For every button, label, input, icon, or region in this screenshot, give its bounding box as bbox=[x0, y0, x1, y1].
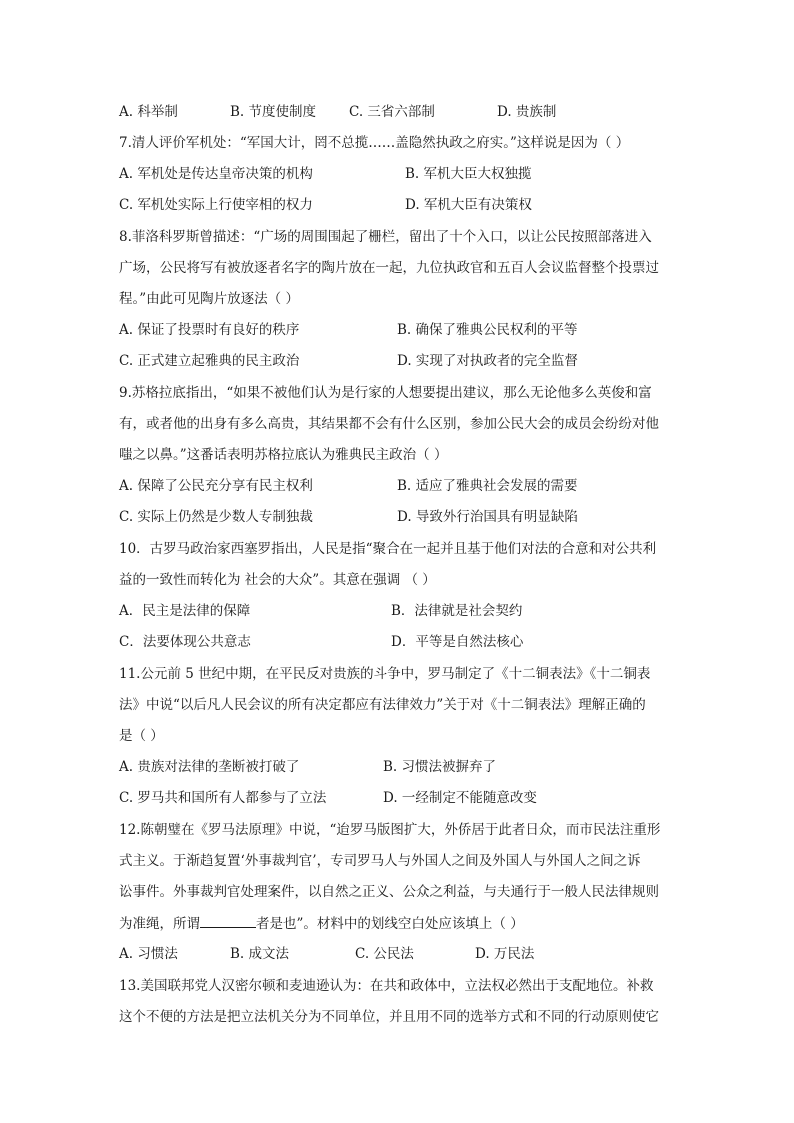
q12-option-c: C. 公民法 bbox=[355, 946, 414, 962]
q10-option-d: D．平等是自然法核心 bbox=[391, 634, 524, 650]
q8-option-b: B. 确保了雅典公民权利的平等 bbox=[397, 322, 578, 338]
q11-option-b: B. 习惯法被摒弃了 bbox=[383, 759, 497, 775]
q8-stem-line1: 8.菲洛科罗斯曾描述：“广场的周围围起了栅栏，留出了十个入口，以让公民按照部落进入 bbox=[119, 229, 652, 245]
q10-option-b: B．法律就是社会契约 bbox=[391, 603, 523, 619]
fill-in-blank bbox=[200, 913, 256, 928]
q12-option-a: A. 习惯法 bbox=[119, 946, 178, 962]
q8-stem-line2: 广场，公民将写有被放逐者名字的陶片放在一起，九位执政官和五百人会议监督整个投票过 bbox=[119, 260, 659, 276]
q12-option-d: D. 万民法 bbox=[475, 946, 535, 962]
q6-options bbox=[119, 102, 679, 122]
q10-stem-line1: 10．古罗马政治家西塞罗指出，人民是指“聚合在一起并且基于他们对法的合意和对公共利 bbox=[119, 541, 657, 557]
q8-options-row2 bbox=[119, 351, 679, 371]
q11-option-a: A. 贵族对法律的垄断被打破了 bbox=[119, 759, 300, 775]
q13-stem-line2: 这个不便的方法是把立法机关分为不同单位，并且用不同的选举方式和不同的行动原则使它 bbox=[119, 1009, 659, 1025]
q12-stem-line1: 12.陈朝璧在《罗马法原理》中说，“迨罗马版图扩大，外侨居于此者日众，而市民法注重形 bbox=[119, 822, 661, 838]
q7-options-row2 bbox=[119, 195, 679, 215]
q6-option-b: B. 节度使制度 bbox=[230, 104, 317, 120]
q7-option-c: C. 军机处实际上行使宰相的权力 bbox=[119, 197, 313, 213]
q6-option-a: A. 科举制 bbox=[119, 104, 178, 120]
q7-option-b: B. 军机大臣大权独揽 bbox=[405, 166, 532, 182]
q8-options-row1 bbox=[119, 320, 679, 340]
q7-options-row1 bbox=[119, 164, 679, 184]
q9-option-d: D. 导致外行治国具有明显缺陷 bbox=[397, 509, 578, 525]
q12-options bbox=[119, 944, 679, 964]
q9-stem-line1: 9.苏格拉底指出，“如果不被他们认为是行家的人想要提出建议，那么无论他多么英俊和富 bbox=[119, 385, 652, 401]
q9-stem-line3: 嗤之以鼻。”这番话表明苏格拉底认为雅典民主政治（ ） bbox=[119, 447, 448, 463]
q7-option-a: A. 军机处是传达皇帝决策的机构 bbox=[119, 166, 313, 182]
q11-stem-line1: 11.公元前 5 世纪中期，在平民反对贵族的斗争中，罗马制定了《十二铜表法》《十二铜表 bbox=[119, 666, 651, 682]
q11-stem-line2: 法》中说“以后凡人民会议的所有决定都应有法律效力”关于对《十二铜表法》理解正确的 bbox=[119, 697, 646, 713]
q8-option-a: A. 保证了投票时有良好的秩序 bbox=[119, 322, 300, 338]
q6-option-d: D. 贵族制 bbox=[497, 104, 557, 120]
q10-options-row1 bbox=[119, 601, 679, 621]
q11-options-row2 bbox=[119, 788, 679, 808]
q13-stem-line1: 13.美国联邦党人汉密尔顿和麦迪逊认为：在共和政体中，立法权必然出于支配地位。补救 bbox=[119, 978, 654, 994]
q11-option-c: C. 罗马共和国所有人都参与了立法 bbox=[119, 790, 327, 806]
q12-text-after-blank: 者是也”。材料中的划线空白处应该填上（ ） bbox=[256, 916, 524, 932]
q8-option-c: C. 正式建立起雅典的民主政治 bbox=[119, 353, 300, 369]
q10-option-c: C．法要体现公共意志 bbox=[119, 634, 251, 650]
q12-stem-line3: 讼事件。外事裁判官处理案件，以自然之正义、公众之利益，与夫通行于一般人民法律规则 bbox=[119, 884, 659, 900]
q11-option-d: D. 一经制定不能随意改变 bbox=[383, 790, 537, 806]
q10-option-a: A．民主是法律的保障 bbox=[119, 603, 251, 619]
q12-option-b: B. 成文法 bbox=[230, 946, 290, 962]
q9-option-b: B. 适应了雅典社会发展的需要 bbox=[397, 478, 578, 494]
q11-options-row1 bbox=[119, 757, 679, 777]
q9-stem-line2: 有，或者他的出身有多么高贵，其结果都不会有什么区别，参加公民大会的成员会纷纷对他 bbox=[119, 416, 659, 432]
q6-option-c: C. 三省六部制 bbox=[349, 104, 435, 120]
q7-stem: 7.清人评价军机处：“军国大计，罔不总揽……盖隐然执政之府实。”这样说是因为（ ） bbox=[119, 135, 630, 151]
q11-stem-line3: 是（ ） bbox=[119, 728, 164, 744]
q12-text-before-blank: 为准绳，所谓 bbox=[119, 916, 200, 932]
q10-options-row2 bbox=[119, 632, 679, 652]
q9-options-row2 bbox=[119, 507, 679, 527]
q12-stem-line2: 式主义。于渐趋复置‘外事裁判官’，专司罗马人与外国人之间及外国人与外国人之间之诉 bbox=[119, 853, 641, 869]
q12-stem-line4 bbox=[119, 913, 679, 933]
q7-option-d: D. 军机大臣有决策权 bbox=[405, 197, 532, 213]
q8-option-d: D. 实现了对执政者的完全监督 bbox=[397, 353, 578, 369]
q9-option-c: C. 实际上仍然是少数人专制独裁 bbox=[119, 509, 313, 525]
q9-options-row1 bbox=[119, 476, 679, 496]
q9-option-a: A. 保障了公民充分享有民主权利 bbox=[119, 478, 313, 494]
q8-stem-line3: 程。”由此可见陶片放逐法（ ） bbox=[119, 291, 299, 307]
q10-stem-line2: 益的一致性而转化为 社会的大众”。其意在强调 （ ） bbox=[119, 572, 436, 588]
